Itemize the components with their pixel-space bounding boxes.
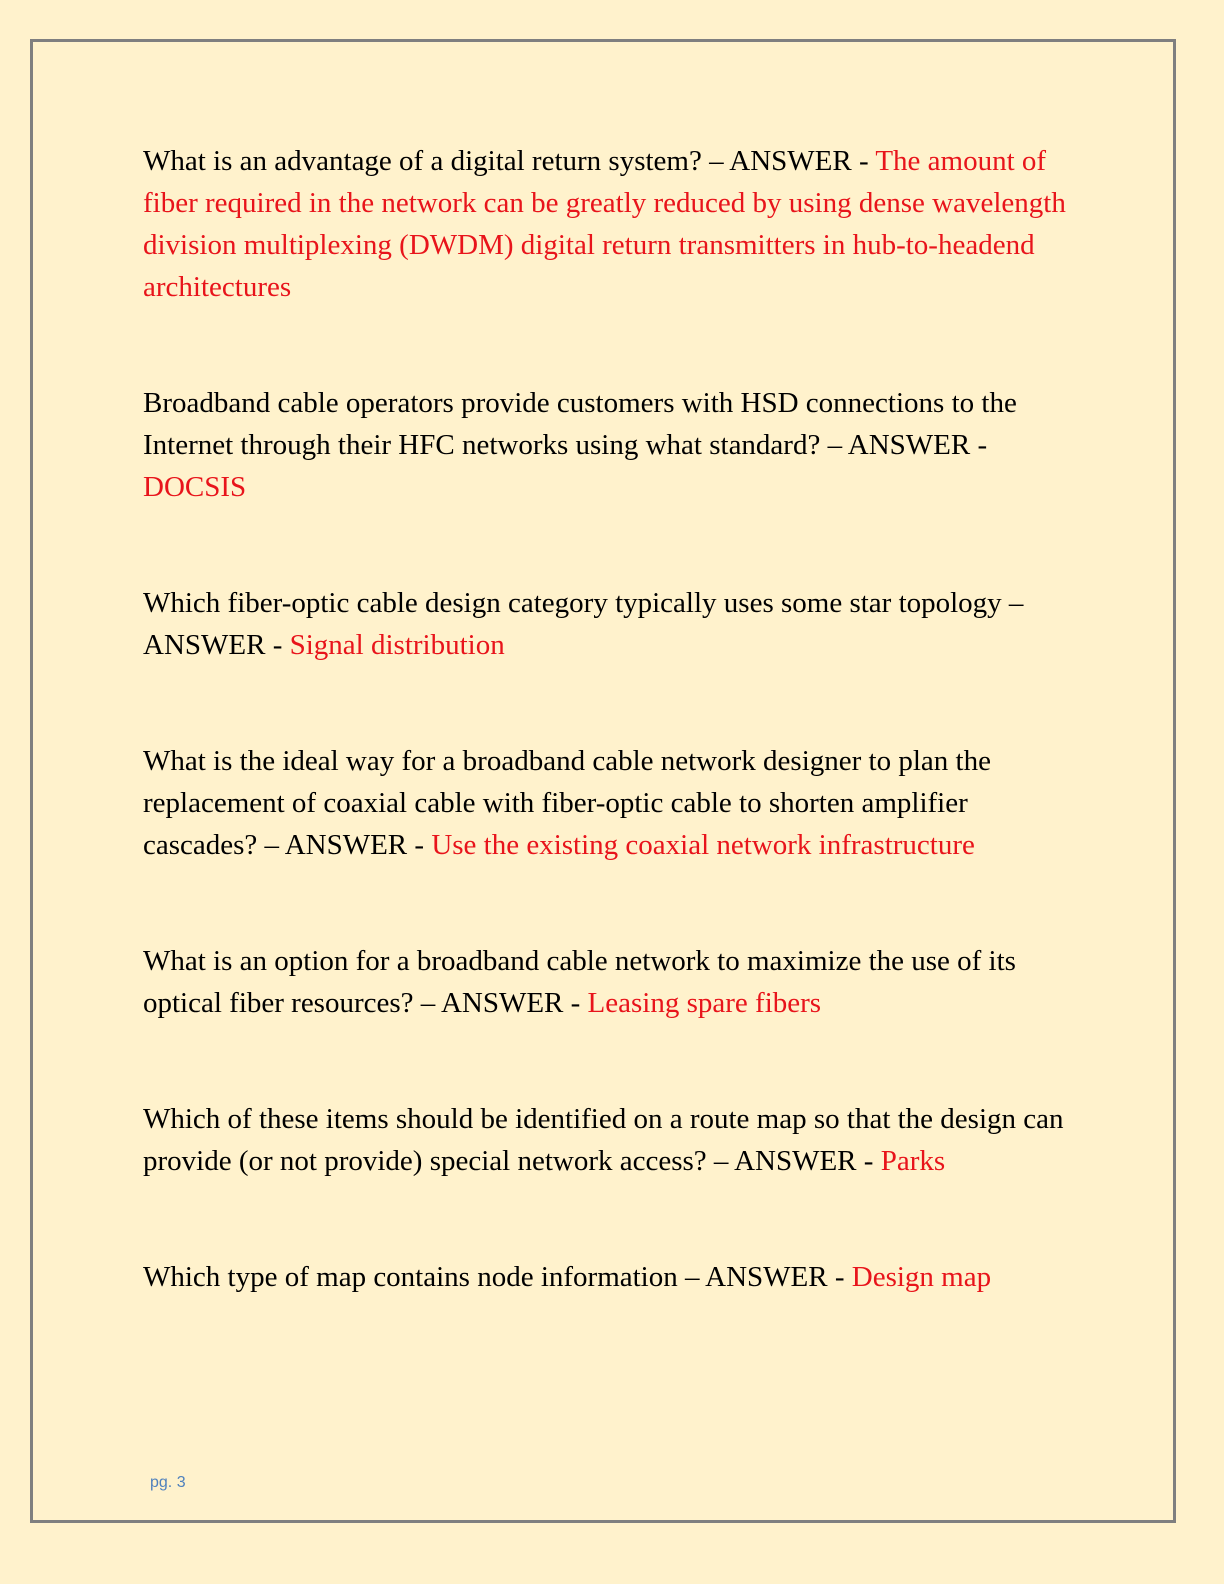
qa-item: [143, 740, 1083, 866]
question-text: Broadband cable operators provide customers with HSD connections to the Internet through their HFC networks using what standard? –: [143, 387, 1017, 461]
answer-text: Signal distribution: [289, 629, 505, 661]
qa-item: [143, 382, 1083, 508]
answer-text: Use the existing coaxial network infrastructure: [431, 829, 975, 861]
answer-label: ANSWER -: [729, 145, 876, 177]
question-text: What is an advantage of a digital return system? –: [143, 145, 730, 177]
answer-label: ANSWER -: [705, 1261, 852, 1293]
answer-text: Design map: [851, 1261, 992, 1293]
page-number: pg. 3: [150, 1474, 186, 1491]
question-text: Which type of map contains node information –: [143, 1261, 706, 1293]
question-text: Which fiber-optic cable design category typically uses some star topology –: [143, 587, 1024, 619]
answer-label: ANSWER -: [734, 1145, 881, 1177]
question-text: What is an option for a broadband cable network to maximize the use of its optical fiber resources? –: [143, 945, 1016, 1019]
qa-list: [143, 140, 1083, 1298]
answer-label: ANSWER -: [847, 429, 988, 461]
answer-text: DOCSIS: [143, 471, 247, 503]
qa-item: [143, 582, 1083, 666]
qa-item: [143, 1098, 1083, 1182]
qa-item: [143, 140, 1083, 308]
answer-label: ANSWER -: [143, 629, 290, 661]
answer-text: Leasing spare fibers: [587, 987, 822, 1019]
answer-label: ANSWER -: [440, 987, 588, 1019]
answer-text: The amount of fiber required in the network can be greatly reduced by using dense wavelength division multiplexing (DWDM) digital return transmitters in hub-to-headend architectures: [143, 145, 1066, 303]
qa-item: [143, 940, 1083, 1024]
answer-label: ANSWER -: [284, 829, 432, 861]
question-text: Which of these items should be identified on a route map so that the design can provide (or not provide) special network access? –: [143, 1103, 1064, 1177]
question-text: What is the ideal way for a broadband cable network designer to plan the replacement of coaxial cable with fiber-optic cable to shorten amplifier cascades? –: [143, 745, 991, 861]
answer-text: Parks: [880, 1145, 946, 1177]
qa-item: [143, 1256, 1083, 1298]
